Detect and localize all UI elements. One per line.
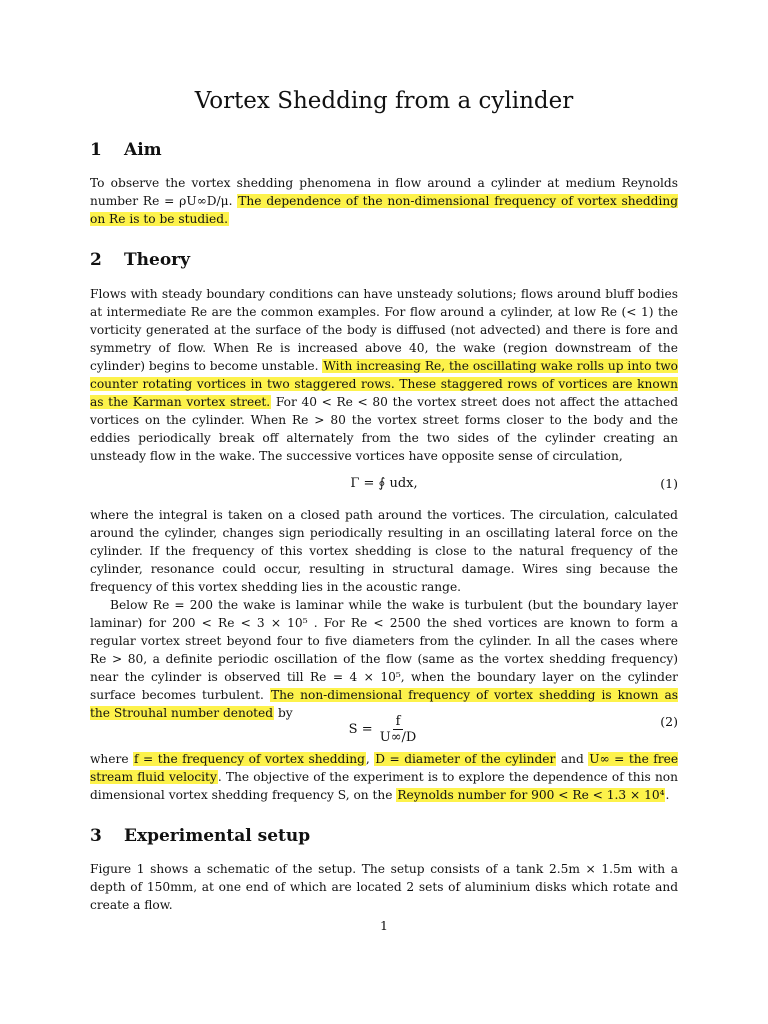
text-run: and xyxy=(560,752,584,766)
numerator: f xyxy=(393,714,404,730)
equation-body: Γ = ∮ udx, xyxy=(350,476,418,491)
text-run: . xyxy=(665,788,670,802)
section-number: 1 xyxy=(90,140,102,160)
denominator: U∞/D xyxy=(379,730,417,745)
setup-body xyxy=(90,860,678,914)
equation-lhs: S = xyxy=(348,722,373,737)
text-run: For 40 < Re < 80 the vortex street does not affect the attached vortices on the cylinder. When Re > 80 the vortex street forms closer to the body and the eddies periodically break off alternately from the two sides of the cylinder creating an unsteady flow in the wake. The successive vortices have opposite sense of circulation, xyxy=(90,395,679,463)
highlight: f = the frequency of vortex shedding xyxy=(134,752,365,766)
highlight: With increasing Re, the oscillating wake rolls up into two counter rotating vortices in two staggered rows. These staggered rows of vortices are known as the Karman vortex street. xyxy=(90,359,678,409)
theory-paragraph-1 xyxy=(90,285,678,465)
text-run: Below Re = 200 the wake is laminar while the wake is turbulent (but the boundary layer laminar) for 200 < Re < 3 × 10⁵ . For Re < 2500 the shed vortices are known to form a regular vortex street beyond four to five diameters from the cylinder. In all the cases where Re > 80, a definite periodic oscillation of the flow (same as the vortex shedding frequency) near the cylinder is observed till Re = 4 × 10⁵, when the boundary layer on the cylinder surface becomes turbulent. xyxy=(90,598,678,702)
section-number: 2 xyxy=(90,250,102,270)
text-run: by xyxy=(277,706,293,720)
theory-body-1 xyxy=(90,285,678,465)
theory-body-3 xyxy=(90,750,678,804)
highlight: The non-dimensional frequency of vortex shedding is known as the Strouhal number denoted xyxy=(90,688,679,720)
equation-body xyxy=(90,714,678,745)
section-number: 3 xyxy=(90,826,102,846)
highlight: The dependence of the non-dimensional frequency of vortex shedding on Re is to be studied. xyxy=(90,194,678,226)
equation-number: (1) xyxy=(660,476,678,491)
text-run: . The objective of the experiment is to explore the dependence of this non dimensional vortex shedding frequency S, on the xyxy=(90,770,678,802)
theory-body-2 xyxy=(90,506,678,722)
aim-paragraph xyxy=(90,174,678,228)
section-heading-setup xyxy=(90,826,310,846)
document-title: Vortex Shedding from a cylinder xyxy=(194,88,574,114)
theory-paragraph-2: where the integral is taken on a closed path around the vortices. The circulation, calculated around the cylinder, changes sign periodically resulting in an oscillating lateral force on the cylinder. If the frequency of this vortex shedding is close to the natural frequency of the cylinder, resonance could occur, resulting in structural damage. Wires sing because the frequency of this vortex shedding lies in the acoustic range. xyxy=(90,508,678,594)
section-title: Theory xyxy=(124,250,190,270)
page-number: 1 xyxy=(380,918,388,933)
text-run: where xyxy=(90,752,129,766)
highlight: D = diameter of the cylinder xyxy=(375,752,556,766)
section-heading-aim xyxy=(90,140,162,160)
theory-paragraph-4 xyxy=(90,750,678,804)
section-heading-theory xyxy=(90,250,190,270)
equation-number: (2) xyxy=(660,714,678,729)
section-title: Experimental setup xyxy=(124,826,311,846)
equation-2 xyxy=(90,704,678,745)
highlight: U∞ = the free stream fluid velocity xyxy=(90,752,679,784)
text-run: , xyxy=(365,752,370,766)
aim-body xyxy=(90,174,678,228)
text-run: Flows with steady boundary conditions can have unsteady solutions; flows around bluff bodies at intermediate Re are the common examples. For flow around a cylinder, at low Re (< 1) the vorticity generated at the surface of the body is diffused (not advected) and there is fore and symmetry of flow. When Re is increased above 40, the wake (region downstream of the cylinder) begins to become unstable. xyxy=(90,287,678,373)
text-run: To observe the vortex shedding phenomena in flow around a cylinder at medium Reynolds number Re = ρU∞D/μ. xyxy=(90,176,678,208)
fraction xyxy=(377,714,420,745)
section-title: Aim xyxy=(124,140,162,160)
highlight: Reynolds number for 900 < Re < 1.3 × 10⁴ xyxy=(397,788,665,802)
setup-paragraph: Figure 1 shows a schematic of the setup. The setup consists of a tank 2.5m × 1.5m with a depth of 150mm, at one end of which are located 2 sets of aluminium disks which rotate and create a flow. xyxy=(90,862,678,912)
equation-1 xyxy=(90,466,678,502)
